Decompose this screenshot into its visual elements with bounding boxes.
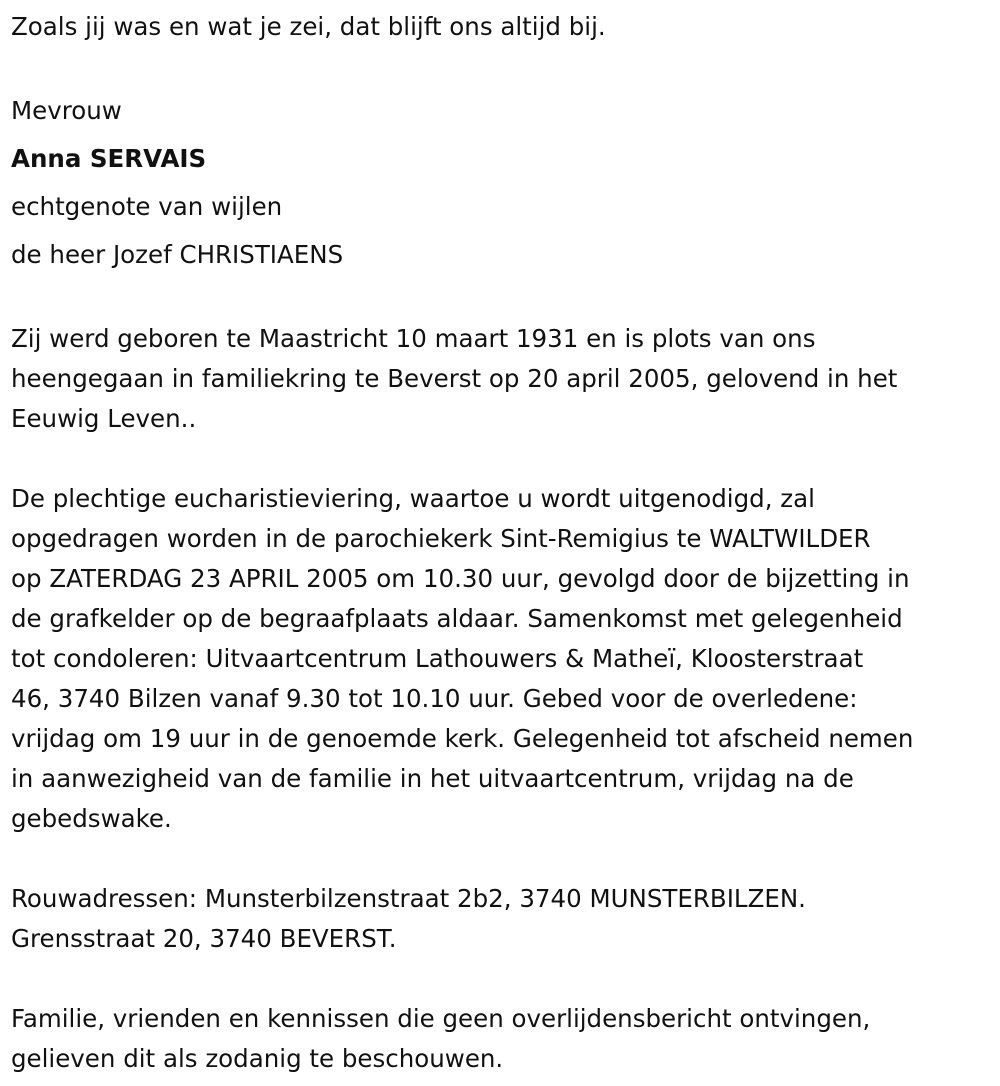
paragraph-line: 46, 3740 Bilzen vanaf 9.30 tot 10.10 uur. Gebed voor de overledene:	[11, 684, 858, 713]
spacer	[11, 47, 989, 87]
spacer	[11, 439, 989, 479]
paragraph-line: in aanwezigheid van de familie in het uitvaartcentrum, vrijdag na de	[11, 764, 854, 793]
paragraph-line: gelieven dit als zodanig te beschouwen.	[11, 1044, 504, 1073]
paragraph-line: De plechtige eucharistieviering, waartoe u wordt uitgenodigd, zal	[11, 484, 815, 513]
honorific: Mevrouw	[11, 96, 122, 125]
paragraph-line: Familie, vrienden en kennissen die geen overlijdensbericht ontvingen,	[11, 1004, 871, 1033]
deceased-name: Anna SERVAIS	[11, 144, 207, 173]
birth-death-paragraph	[11, 319, 989, 439]
motto-line: Zoals jij was en wat je zei, dat blijft ons altijd bij.	[11, 12, 606, 41]
paragraph-line: Eeuwig Leven..	[11, 404, 197, 433]
ceremony-paragraph	[11, 479, 989, 839]
paragraph-line: opgedragen worden in de parochiekerk Sint-Remigius te WALTWILDER	[11, 524, 871, 553]
spacer	[11, 839, 989, 879]
address-line: Rouwadressen: Munsterbilzenstraat 2b2, 3740 MUNSTERBILZEN.	[11, 884, 806, 913]
spacer	[11, 959, 989, 999]
relation-line-2: de heer Jozef CHRISTIAENS	[11, 240, 344, 269]
paragraph-line: gebedswake.	[11, 804, 172, 833]
relation-line-1: echtgenote van wijlen	[11, 192, 283, 221]
paragraph-line: de grafkelder op de begraafplaats aldaar. Samenkomst met gelegenheid	[11, 604, 903, 633]
spacer	[11, 279, 989, 319]
closing-paragraph	[11, 999, 989, 1079]
paragraph-line: vrijdag om 19 uur in de genoemde kerk. Gelegenheid tot afscheid nemen	[11, 724, 914, 753]
paragraph-line: op ZATERDAG 23 APRIL 2005 om 10.30 uur, gevolgd door de bijzetting in	[11, 564, 910, 593]
addresses-paragraph	[11, 879, 989, 959]
address-line: Grensstraat 20, 3740 BEVERST.	[11, 924, 397, 953]
paragraph-line: Zij werd geboren te Maastricht 10 maart 1931 en is plots van ons	[11, 324, 816, 353]
paragraph-line: heengegaan in familiekring te Beverst op 20 april 2005, gelovend in het	[11, 364, 898, 393]
paragraph-line: tot condoleren: Uitvaartcentrum Lathouwers & Matheï, Kloosterstraat	[11, 644, 864, 673]
